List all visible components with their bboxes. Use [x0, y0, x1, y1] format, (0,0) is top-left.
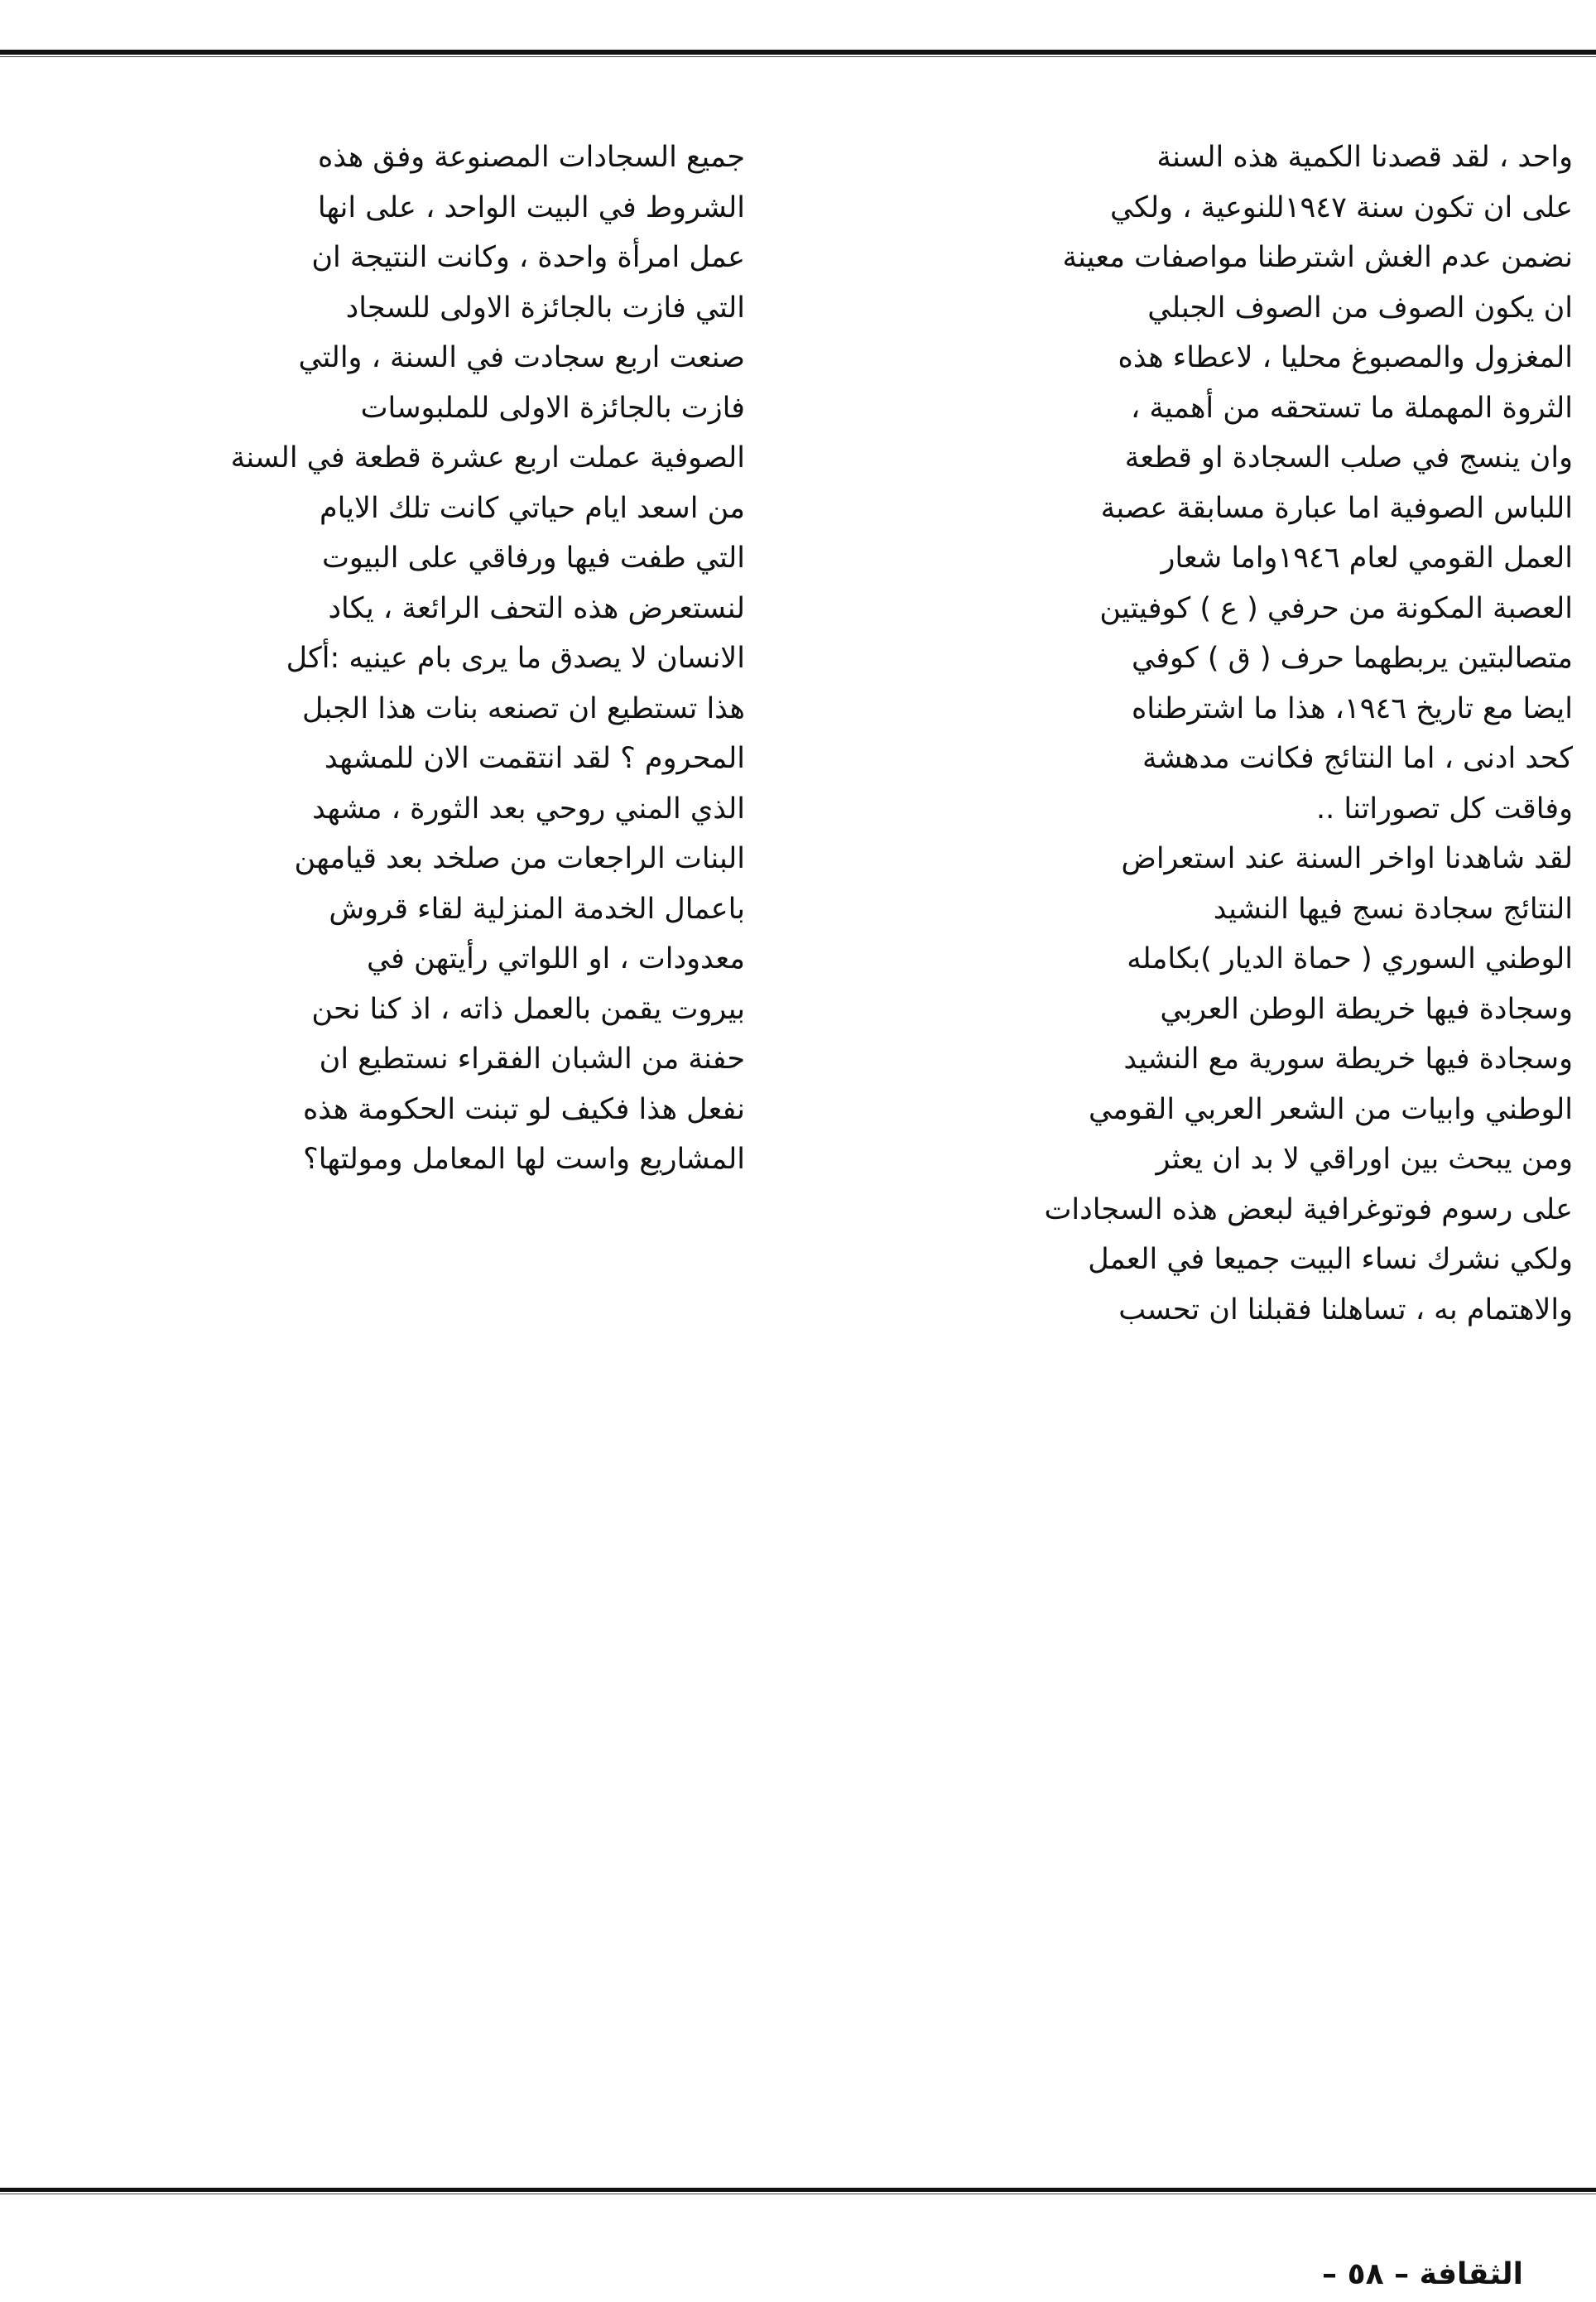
text-line: كحد ادنى ، اما النتائج فكانت مدهشة [1142, 742, 1573, 775]
text-line: اللباس الصوفية اما عبارة مسابقة عصبة [1100, 491, 1573, 525]
top-rule-thin [0, 56, 1596, 57]
text-line: ولكي نشرك نساء البيت جميعا في العمل [1088, 1243, 1573, 1276]
text-line: الوطني السوري ( حماة الديار )بكامله [1127, 942, 1573, 975]
text-line: البنات الراجعات من صلخد بعد قيامهن [294, 842, 745, 875]
text-line: وفاقت كل تصوراتنا .. [1316, 792, 1573, 826]
text-line: هذا تستطيع ان تصنعه بنات هذا الجبل [302, 691, 745, 725]
text-line: على ان تكون سنة ١٩٤٧للنوعية ، ولكي [1109, 190, 1573, 224]
text-line: العمل القومي لعام ١٩٤٦واما شعار [1161, 542, 1573, 575]
text-line: الذي المني روحي بعد الثورة ، مشهد [312, 792, 745, 826]
text-line: صنعت اربع سجادت في السنة ، والتي [298, 341, 745, 374]
text-line: العصبة المكونة من حرفي ( ع ) كوفيتين [1099, 591, 1573, 625]
article-column-left [0, 132, 745, 1185]
text-line: الوطني وابيات من الشعر العربي القومي [1088, 1092, 1573, 1126]
text-line: التي فازت بالجائزة الاولى للسجاد [345, 291, 745, 325]
text-line: من اسعد ايام حياتي كانت تلك الايام [319, 491, 745, 525]
text-line: وان ينسج في صلب السجادة او قطعة [1124, 441, 1573, 474]
text-line: النتائج سجادة نسج فيها النشيد [1213, 892, 1573, 926]
text-line: بيروت يقمن بالعمل ذاته ، اذ كنا نحن [311, 992, 745, 1026]
text-line: ان يكون الصوف من الصوف الجبلي [1147, 291, 1573, 325]
text-line: المغزول والمصبوغ محليا ، لاعطاء هذه [1118, 341, 1573, 374]
text-line: الشروط في البيت الواحد ، على انها [317, 190, 745, 224]
text-line: ومن يبحث بين اوراقي لا بد ان يعثر [1156, 1143, 1573, 1176]
text-line: حفنة من الشبان الفقراء نستطيع ان [319, 1043, 745, 1076]
top-rule [0, 50, 1596, 55]
text-line: لنستعرض هذه التحف الرائعة ، يكاد [328, 591, 745, 625]
article-column-right [844, 132, 1573, 1335]
text-line: الانسان لا يصدق ما يرى بام عينيه :أكل [286, 642, 745, 675]
text-line: نفعل هذا فكيف لو تبنت الحكومة هذه [302, 1092, 745, 1126]
text-line: ايضا مع تاريخ ١٩٤٦، هذا ما اشترطناه [1131, 691, 1573, 725]
text-line: باعمال الخدمة المنزلية لقاء قروش [329, 892, 745, 926]
text-line: على رسوم فوتوغرافية لبعض هذه السجادات [1044, 1192, 1573, 1226]
text-line: عمل امرأة واحدة ، وكانت النتيجة ان [311, 241, 745, 274]
text-line: نضمن عدم الغش اشترطنا مواصفات معينة [1062, 241, 1573, 274]
text-line: التي طفت فيها ورفاقي على البيوت [321, 542, 745, 575]
text-line: المشاريع واست لها المعامل ومولتها؟ [303, 1143, 745, 1176]
page-footer: الثقافة – ٥٨ – [1322, 2257, 1523, 2291]
text-line: الصوفية عملت اربع عشرة قطعة في السنة [230, 441, 745, 474]
text-line: جميع السجادات المصنوعة وفق هذه [318, 141, 745, 174]
bottom-rule [0, 2188, 1596, 2192]
text-line: وسجادة فيها خريطة سورية مع النشيد [1123, 1043, 1573, 1076]
text-line: متصالبتين يربطهما حرف ( ق ) كوفي [1132, 642, 1573, 675]
text-line: الثروة المهملة ما تستحقه من أهمية ، [1130, 391, 1573, 425]
text-line: واحد ، لقد قصدنا الكمية هذه السنة [1156, 141, 1573, 174]
text-line: والاهتمام به ، تساهلنا فقبلنا ان تحسب [1118, 1293, 1573, 1327]
text-line: لقد شاهدنا اواخر السنة عند استعراض [1121, 842, 1573, 875]
text-line: فازت بالجائزة الاولى للملبوسات [360, 391, 745, 425]
text-line: وسجادة فيها خريطة الوطن العربي [1160, 992, 1573, 1026]
text-line: المحروم ؟ لقد انتقمت الان للمشهد [324, 742, 745, 775]
text-line: معدودات ، او اللواتي رأيتهن في [366, 942, 745, 975]
